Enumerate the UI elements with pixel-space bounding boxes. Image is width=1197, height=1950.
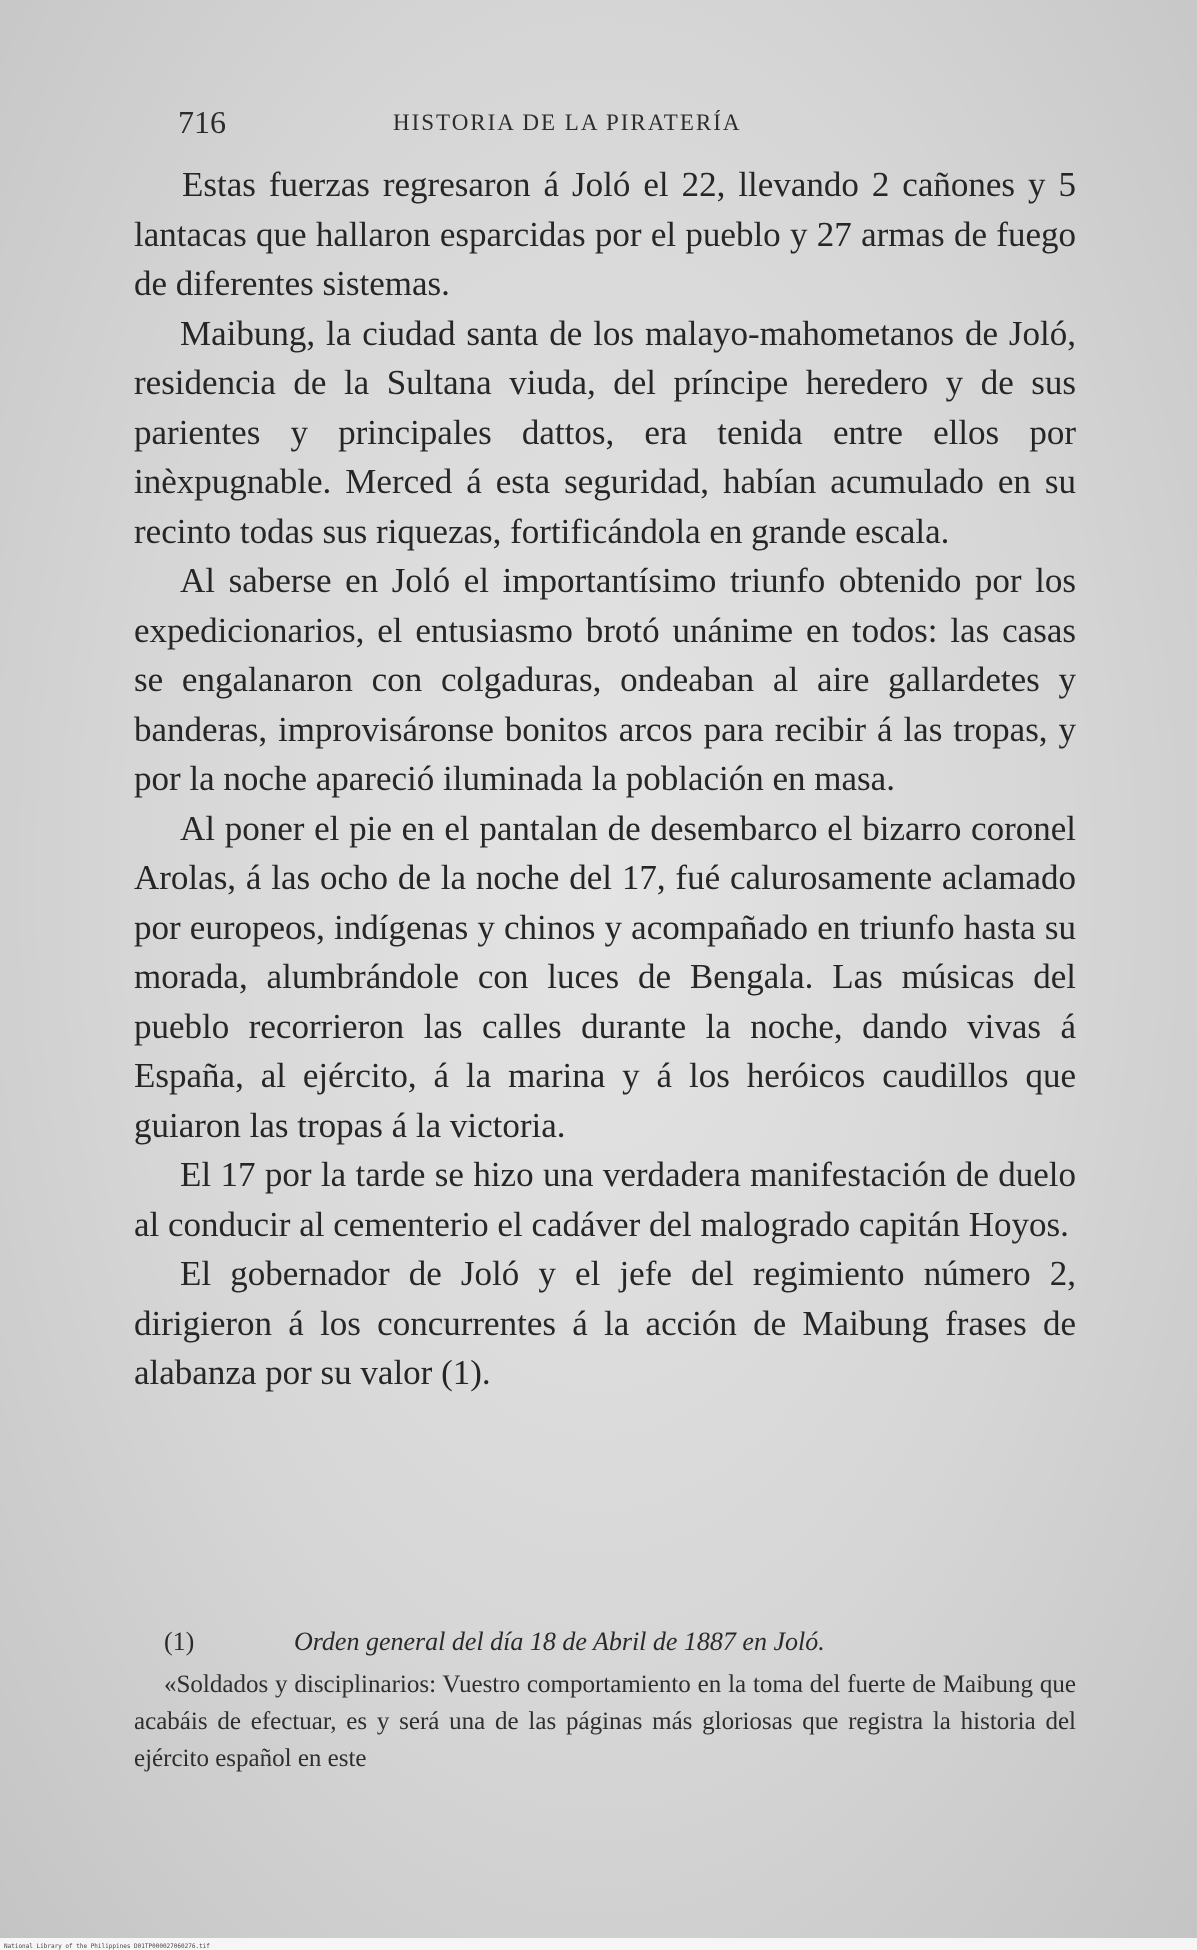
- main-text: [134, 160, 1076, 1398]
- footnote-marker: (1): [164, 1627, 195, 1656]
- footnote-text: «Soldados y disciplinarios: Vuestro comportamiento en la toma del fuerte de Maibung que acabáis de efectuar, es y será una de las páginas más gloriosas que registra la historia del ejército español en este: [134, 1671, 1076, 1772]
- footnote-title: Orden general del día 18 de Abril de 1887 en Joló.: [294, 1627, 825, 1656]
- paragraph: El gobernador de Joló y el jefe del regimiento número 2, dirigieron á los concurrentes á la acción de Maibung frases de alabanza por su valor (1).: [134, 1254, 1076, 1392]
- paragraph: El 17 por la tarde se hizo una verdadera manifestación de duelo al conducir al cementerio el cadáver del malogrado capitán Hoyos.: [134, 1155, 1076, 1244]
- paragraph: Maibung, la ciudad santa de los malayo-mahometanos de Joló, residencia de la Sultana viuda, del príncipe heredero y de sus parientes y principales dattos, era tenida entre ellos por inèxpugnable. Merced á esta seguridad, habían acumulado en su recinto todas sus riquezas, fortificándola en grande escala.: [134, 313, 1076, 551]
- paragraph: Al saberse en Joló el importantísimo triunfo obtenido por los expedicionarios, el entusiasmo brotó unánime en todos: las casas se engalanaron con colgaduras, ondeaban al aire gallardetes y banderas, improvisáronse bonitos arcos para recibir á las tropas, y por la noche apareció iluminada la población en masa.: [134, 561, 1076, 798]
- library-stamp: National Library of the Philippines D01TP000027060276.tif: [4, 1943, 210, 1950]
- footnote: [134, 1622, 1076, 1777]
- scan-footer: [0, 1938, 1197, 1950]
- footnote-heading: [134, 1622, 1076, 1662]
- paragraph: Estas fuerzas regresaron á Joló el 22, llevando 2 cañones y 5 lantacas que hallaron esparcidas por el pueblo y 27 armas de fuego de diferentes sistemas.: [134, 165, 1076, 303]
- page-header: [178, 104, 1078, 144]
- running-title: HISTORIA DE LA PIRATERÍA: [393, 110, 742, 135]
- paragraph: Al poner el pie en el pantalan de desembarco el bizarro coronel Arolas, á las ocho de la noche del 17, fué calurosamente aclamado por europeos, indígenas y chinos y acompañado en triunfo hasta su morada, alumbrándole con luces de Bengala. Las músicas del pueblo recorrieron las calles durante la noche, dando vivas á España, al ejército, á la marina y á los heróicos caudillos que guiaron las tropas á la victoria.: [134, 808, 1076, 1145]
- page-number: 716: [178, 104, 226, 140]
